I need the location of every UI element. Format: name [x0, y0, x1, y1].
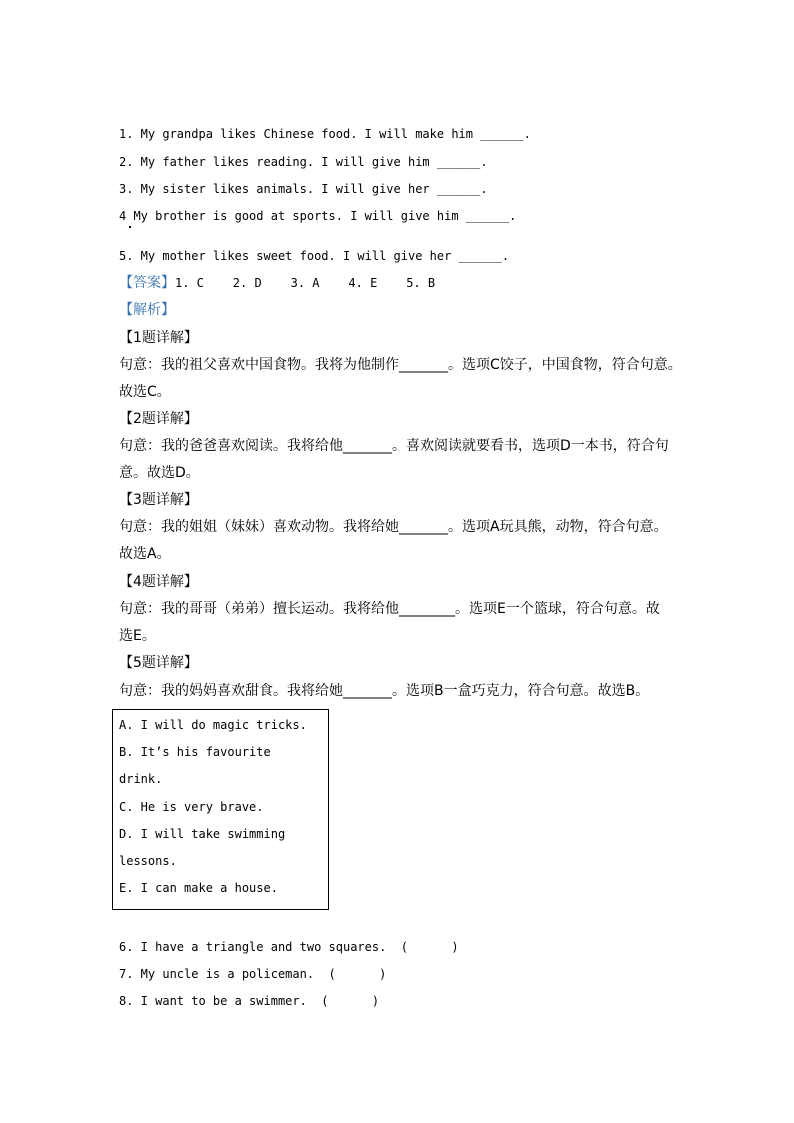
question-4: 4 My brother is good at sports. I will give him ______. — [119, 209, 517, 223]
detail-1-line-1: 句意：我的祖父喜欢中国食物。我将为他制作_______。选项C饺子，中国食物，符合句意。 — [119, 357, 682, 373]
detail-2-line-2: 意。故选D。 — [119, 465, 200, 481]
detail-4-heading: 【4题详解】 — [119, 574, 198, 590]
question-1: 1. My grandpa likes Chinese food. I will make him ______. — [119, 127, 531, 141]
option-c: C. He is very brave. — [119, 800, 264, 814]
question-5: 5. My mother likes sweet food. I will give her ______. — [119, 249, 510, 263]
detail-4-line-2: 选E。 — [119, 628, 156, 644]
option-b-cont: drink. — [119, 772, 163, 786]
detail-3-heading: 【3题详解】 — [119, 492, 198, 508]
detail-3-line-2: 故选A。 — [119, 546, 171, 562]
detail-2-line-1: 句意：我的爸爸喜欢阅读。我将给他_______。喜欢阅读就要看书，选项D一本书，符合句 — [119, 438, 669, 454]
detail-4-line-1: 句意：我的哥哥（弟弟）擅长运动。我将给他________。选项E一个篮球，符合句意。故 — [119, 601, 660, 617]
answer-line — [119, 272, 435, 292]
detail-1-heading: 【1题详解】 — [119, 330, 198, 346]
stray-dot — [129, 226, 131, 228]
question-7: 7. My uncle is a policeman. ( ) — [119, 967, 387, 981]
detail-5-heading: 【5题详解】 — [119, 655, 198, 671]
answer-text: 1. C 2. D 3. A 4. E 5. B — [175, 276, 436, 290]
answer-label: 【答案】 — [119, 275, 175, 291]
option-b: B. It’s his favourite — [119, 745, 271, 759]
detail-2-heading: 【2题详解】 — [119, 411, 198, 427]
question-6: 6. I have a triangle and two squares. ( ) — [119, 940, 459, 954]
question-3: 3. My sister likes animals. I will give her ______. — [119, 182, 488, 196]
analysis-label: 【解析】 — [119, 302, 175, 318]
option-e: E. I can make a house. — [119, 881, 278, 895]
detail-5-line-1: 句意：我的妈妈喜欢甜食。我将给她_______。选项B一盒巧克力，符合句意。故选B。 — [119, 683, 650, 699]
question-2: 2. My father likes reading. I will give him ______. — [119, 155, 488, 169]
option-d: D. I will take swimming — [119, 827, 286, 841]
detail-1-line-2: 故选C。 — [119, 384, 171, 400]
question-8: 8. I want to be a swimmer. ( ) — [119, 994, 380, 1008]
option-a: A. I will do magic tricks. — [119, 718, 307, 732]
detail-3-line-1: 句意：我的姐姐（妹妹）喜欢动物。我将给她_______。选项A玩具熊，动物，符合句意。 — [119, 519, 668, 535]
option-d-cont: lessons. — [119, 854, 177, 868]
